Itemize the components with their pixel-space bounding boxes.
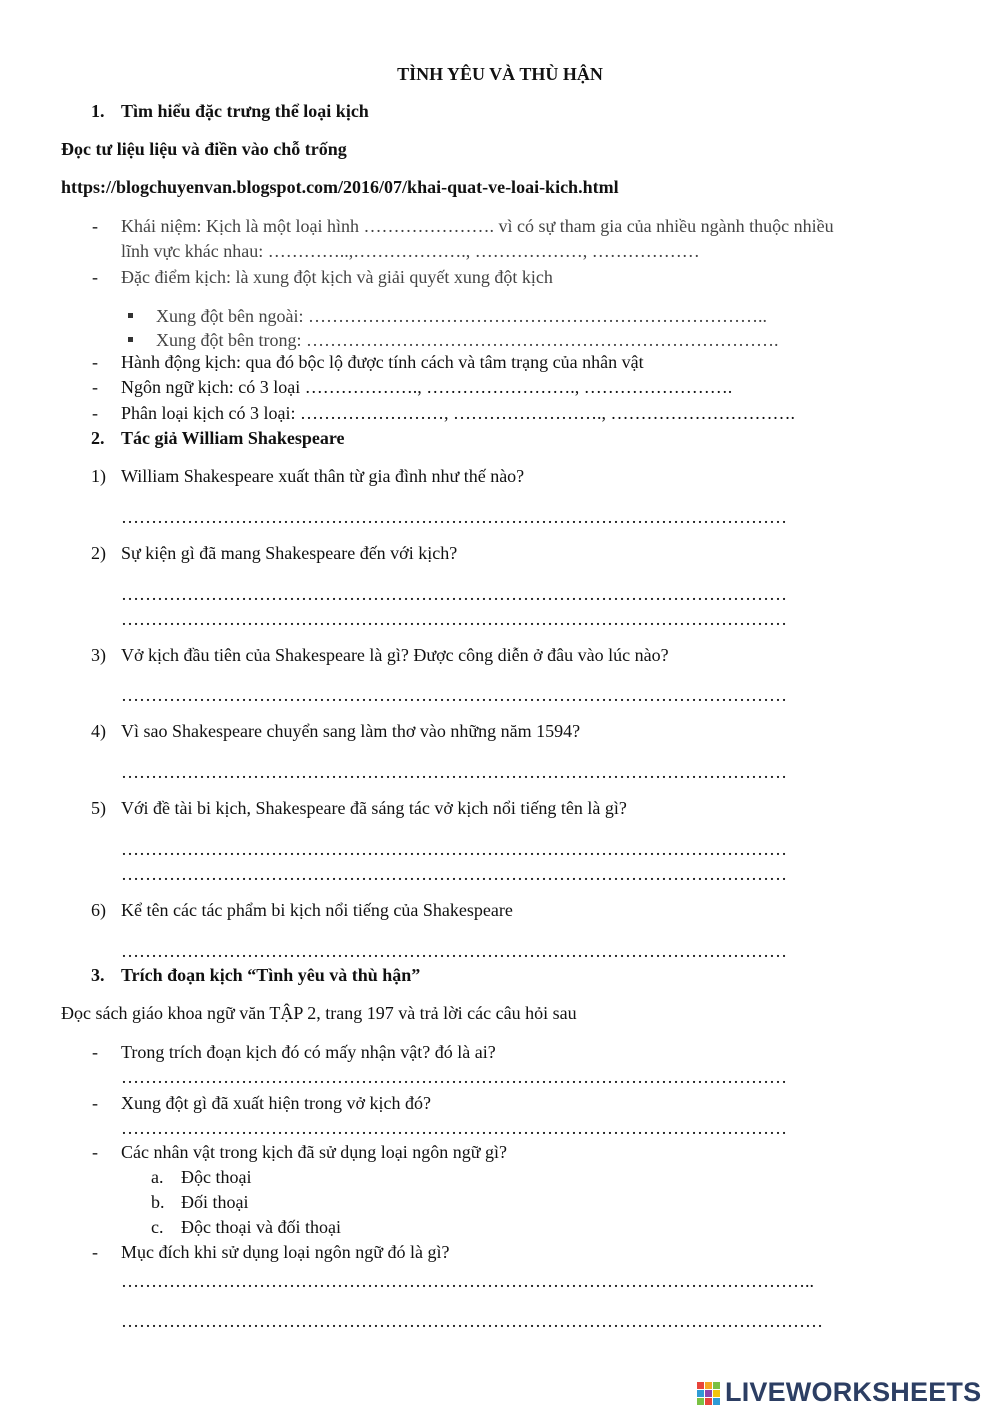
logo-block-icon: [705, 1382, 712, 1389]
concept-line-1: Khái niệm: Kịch là một loại hình …………………. vì có sự tham gia của nhiều ngành thuộc nhiều: [121, 216, 834, 236]
question-number: 3): [91, 645, 106, 665]
answer-line[interactable]: …………………………………………………………………………………………………: [121, 685, 787, 705]
language-line: Ngôn ngữ kịch: có 3 loại ………………., ……………………., …………………….: [121, 377, 733, 397]
section3-number: 3.: [91, 965, 105, 985]
logo-block-icon: [705, 1390, 712, 1397]
question-text: Trong trích đoạn kịch đó có mấy nhận vật? đó là ai?: [121, 1042, 496, 1062]
bullet-dash: -: [92, 352, 98, 372]
question-text: Sự kiện gì đã mang Shakespeare đến với kịch?: [121, 543, 458, 563]
bullet-dash: -: [92, 216, 98, 236]
concept-line-2: lĩnh vực khác nhau: …………..,………………., ………………, ………………: [121, 241, 700, 261]
logo-block-icon: [697, 1398, 704, 1405]
option-letter: b.: [151, 1192, 165, 1212]
bullet-dash: -: [92, 1142, 98, 1162]
section3-heading: Trích đoạn kịch “Tình yêu và thù hận”: [121, 965, 421, 985]
question-number: 2): [91, 543, 106, 563]
answer-line[interactable]: …………………………………………………………………………………………………: [121, 584, 787, 604]
action-line: Hành động kịch: qua đó bộc lộ được tính cách và tâm trạng của nhân vật: [121, 352, 644, 372]
subitem-external-conflict: Xung đột bên ngoài: …………………………………………………………………..: [156, 306, 767, 326]
answer-line[interactable]: …………………………………………………………………………………………………: [121, 941, 787, 961]
bullet-dash: -: [92, 403, 98, 423]
section2-heading: Tác giả William Shakespeare: [121, 428, 345, 448]
square-bullet-icon: [128, 313, 133, 318]
question-text: Xung đột gì đã xuất hiện trong vở kịch đó?: [121, 1093, 431, 1113]
section2-number: 2.: [91, 428, 105, 448]
answer-line[interactable]: …………………………………………………………………………………………………: [121, 507, 787, 527]
option-text[interactable]: Độc thoại và đối thoại: [181, 1217, 341, 1237]
question-text: Mục đích khi sử dụng loại ngôn ngữ đó là gì?: [121, 1242, 450, 1262]
answer-line[interactable]: …………………………………………………………………………………………………: [121, 864, 787, 884]
question-text: Vở kịch đầu tiên của Shakespeare là gì? Được công diễn ở đâu vào lúc nào?: [121, 645, 669, 665]
brand-name: LIVEWORKSHEETS: [725, 1377, 982, 1407]
option-letter: c.: [151, 1217, 164, 1237]
option-text[interactable]: Độc thoại: [181, 1167, 252, 1187]
question-number: 6): [91, 900, 106, 920]
liveworksheets-logo[interactable]: [697, 1377, 997, 1407]
answer-line[interactable]: …………………………………………………………………………………………………: [121, 609, 787, 629]
question-number: 4): [91, 721, 106, 741]
bullet-dash: -: [92, 1042, 98, 1062]
section1-instruction: Đọc tư liệu liệu và điền vào chỗ trống: [61, 139, 347, 159]
bullet-dash: -: [92, 267, 98, 287]
option-letter: a.: [151, 1167, 164, 1187]
logo-block-icon: [697, 1390, 704, 1397]
answer-line[interactable]: ………………………………………………………………………………………………………: [121, 1311, 823, 1331]
section3-instruction: Đọc sách giáo khoa ngữ văn TẬP 2, trang 197 và trả lời các câu hỏi sau: [61, 1003, 577, 1023]
answer-line[interactable]: …………………………………………………………………………………………………: [121, 839, 787, 859]
logo-block-icon: [713, 1390, 720, 1397]
question-text: Vì sao Shakespeare chuyển sang làm thơ vào những năm 1594?: [121, 721, 581, 741]
question-number: 5): [91, 798, 106, 818]
bullet-dash: -: [92, 377, 98, 397]
feature-line: Đặc điểm kịch: là xung đột kịch và giải quyết xung đột kịch: [121, 267, 553, 287]
answer-line[interactable]: ……………………………………………………………………………………………………..: [121, 1271, 814, 1291]
bullet-dash: -: [92, 1093, 98, 1113]
question-text: Với đề tài bi kịch, Shakespeare đã sáng tác vở kịch nổi tiếng tên là gì?: [121, 798, 627, 818]
subitem-internal-conflict: Xung đột bên trong: …………………………………………………………………….: [156, 330, 779, 350]
answer-line[interactable]: …………………………………………………………………………………………………: [121, 1067, 787, 1087]
classification-line: Phân loại kịch có 3 loại: ……………………, ……………………., ………………………….: [121, 403, 795, 423]
square-bullet-icon: [128, 337, 133, 342]
logo-block-icon: [713, 1398, 720, 1405]
section1-number: 1.: [91, 101, 105, 121]
page-title: TÌNH YÊU VÀ THÙ HẬN: [397, 64, 603, 84]
option-text[interactable]: Đối thoại: [181, 1192, 249, 1212]
question-text: Kể tên các tác phẩm bi kịch nổi tiếng của Shakespeare: [121, 900, 513, 920]
bullet-dash: -: [92, 1242, 98, 1262]
answer-line[interactable]: …………………………………………………………………………………………………: [121, 1118, 787, 1138]
question-number: 1): [91, 466, 106, 486]
logo-block-icon: [705, 1398, 712, 1405]
answer-line[interactable]: …………………………………………………………………………………………………: [121, 762, 787, 782]
source-url[interactable]: https://blogchuyenvan.blogspot.com/2016/07/khai-quat-ve-loai-kich.html: [61, 177, 619, 197]
question-text: Các nhân vật trong kịch đã sử dụng loại ngôn ngữ gì?: [121, 1142, 507, 1162]
question-text: William Shakespeare xuất thân từ gia đình như thế nào?: [121, 466, 525, 486]
section1-heading: Tìm hiểu đặc trưng thể loại kịch: [121, 101, 369, 121]
logo-block-icon: [697, 1382, 704, 1389]
logo-block-icon: [713, 1382, 720, 1389]
